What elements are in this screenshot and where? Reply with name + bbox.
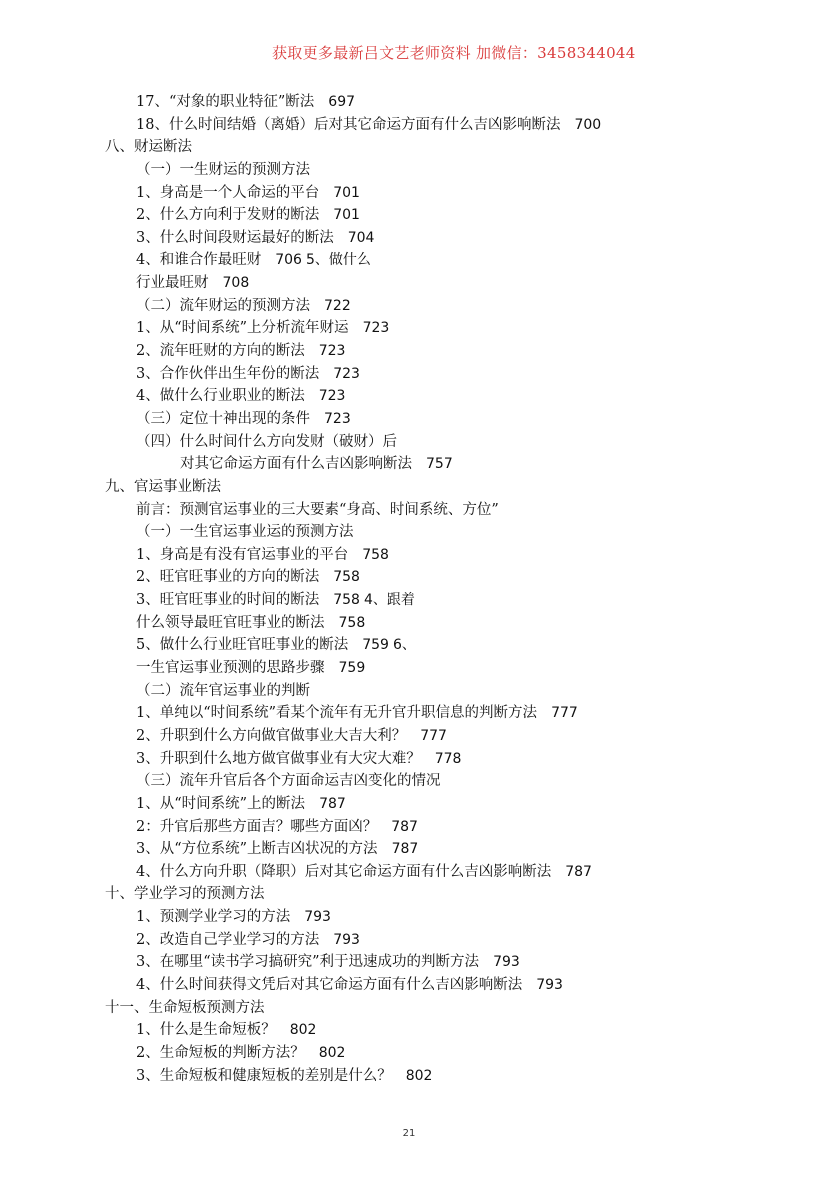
toc-entry-page: 701	[333, 207, 360, 224]
toc-entry-title: 3、从“方位系统”上断吉凶状况的方法	[136, 841, 378, 858]
toc-entry-continuation: 5、做什么	[305, 252, 371, 269]
toc-entry	[0, 453, 818, 476]
toc-entry-page: 723	[333, 365, 360, 382]
toc-entry	[0, 612, 818, 635]
toc-entry	[0, 91, 818, 114]
toc-entry-title: 十一、生命短板预测方法	[105, 999, 265, 1016]
toc-entry-page: 697	[328, 94, 356, 110]
toc-entry	[0, 906, 818, 929]
toc-entry-page: 722	[324, 297, 351, 314]
toc-entry-page: 793	[333, 931, 360, 948]
toc-entry	[0, 431, 818, 454]
toc-entry-page: 757	[426, 456, 453, 473]
toc-entry-title: 2：升官后那些方面吉？哪些方面凶？	[136, 818, 378, 835]
toc-entry-title: 一生官运事业预测的思路步骤	[136, 660, 325, 677]
toc-entry-title: 18、什么时间结婚（离婚）后对其它命运方面有什么吉凶影响断法	[136, 116, 561, 133]
toc-entry-page: 793	[536, 976, 563, 993]
toc-entry-title: 2、旺官旺事业的方向的断法	[136, 569, 320, 586]
toc-entry-page: 706	[275, 252, 302, 269]
toc-entry-title: 2、改造自己学业学习的方法	[136, 931, 320, 948]
toc-entry-title: （二）流年财运的预测方法	[136, 297, 310, 314]
toc-entry-page: 758	[338, 614, 366, 631]
toc-entry-title: 3、什么时间段财运最好的断法	[136, 229, 334, 246]
toc-entry-page: 802	[405, 1067, 433, 1084]
toc-entry-title: 2、流年旺财的方向的断法	[136, 343, 305, 360]
toc-entry	[0, 159, 818, 182]
toc-entry	[0, 589, 818, 612]
toc-entry-title: 4、做什么行业职业的断法	[136, 388, 305, 405]
toc-entry	[0, 951, 818, 974]
toc-entry	[0, 702, 818, 725]
toc-entry-page: 700	[574, 116, 602, 133]
toc-entry-title: 1、单纯以“时间系统”看某个流年有无升官升职信息的判断方法	[136, 705, 538, 722]
toc-entry-page: 723	[318, 388, 346, 405]
toc-entry-title: （一）一生财运的预测方法	[136, 161, 310, 178]
toc-entry-title: 1、从“时间系统”上的断法	[136, 795, 306, 812]
toc-entry-page: 723	[324, 410, 351, 427]
toc-entry-page: 787	[319, 795, 346, 812]
toc-entry-title: （三）流年升官后各个方面命运吉凶变化的情况	[136, 773, 441, 790]
header-contact-notice: 获取更多最新吕文艺老师资料 加微信：3458344044	[272, 44, 636, 62]
toc-entry-title: 3、合作伙伴出生年份的断法	[136, 365, 320, 382]
toc-entry	[0, 204, 818, 227]
toc-entry	[0, 1042, 818, 1065]
toc-entry	[0, 634, 818, 657]
toc-entry-title: 什么领导最旺官旺事业的断法	[136, 614, 325, 631]
toc-entry-title: 1、从“时间系统”上分析流年财运	[136, 320, 349, 337]
toc-entry-title: 2、什么方向利于发财的断法	[136, 207, 320, 224]
toc-entry-page: 787	[391, 818, 418, 835]
toc-entry-title: 1、预测学业学习的方法	[136, 909, 291, 926]
toc-entry	[0, 317, 818, 340]
toc-entry-title: 1、身高是有没有官运事业的平台	[136, 546, 349, 563]
toc-entry	[0, 929, 818, 952]
toc-entry-page: 759	[338, 660, 366, 677]
toc-entry	[0, 974, 818, 997]
toc-entry	[0, 499, 818, 522]
toc-entry-page: 758	[362, 546, 389, 563]
toc-entry	[0, 295, 818, 318]
toc-entry-title: 九、官运事业断法	[105, 478, 221, 495]
toc-entry-title: 5、做什么行业旺官旺事业的断法	[136, 637, 349, 654]
toc-entry-title: （二）流年官运事业的判断	[136, 682, 310, 699]
toc-entry	[0, 861, 818, 884]
toc-section-heading	[0, 997, 818, 1020]
toc-entry-title: 对其它命运方面有什么吉凶影响断法	[180, 456, 412, 473]
toc-entry	[0, 521, 818, 544]
toc-section-heading	[0, 883, 818, 906]
toc-entry-page: 793	[304, 909, 331, 926]
toc-entry-page: 758	[333, 569, 360, 586]
toc-entry-page: 723	[318, 343, 346, 360]
toc-entry-title: 十、学业学习的预测方法	[105, 886, 265, 903]
toc-entry	[0, 272, 818, 295]
toc-entry	[0, 340, 818, 363]
toc-entry-title: （三）定位十神出现的条件	[136, 410, 310, 427]
toc-entry	[0, 1019, 818, 1042]
toc-entry-page: 723	[362, 320, 390, 337]
toc-entry	[0, 227, 818, 250]
table-of-contents	[0, 91, 818, 1087]
toc-entry	[0, 249, 818, 272]
toc-entry	[0, 566, 818, 589]
toc-entry-page: 793	[493, 954, 520, 971]
toc-entry-page: 777	[551, 705, 578, 722]
toc-entry-title: 前言：预测官运事业的三大要素“身高、时间系统、方位”	[136, 501, 499, 518]
toc-entry	[0, 680, 818, 703]
toc-entry-title: 1、什么是生命短板？	[136, 1022, 276, 1039]
toc-entry-page: 759	[362, 637, 389, 654]
toc-entry-page: 758	[333, 592, 360, 609]
toc-entry	[0, 114, 818, 137]
toc-entry	[0, 657, 818, 680]
toc-entry-title: 2、升职到什么方向做官做事业大吉大利？	[136, 727, 407, 744]
toc-section-heading	[0, 136, 818, 159]
toc-entry-page: 802	[318, 1044, 346, 1061]
toc-entry-title: 3、旺官旺事业的时间的断法	[136, 592, 320, 609]
toc-entry-title: 3、生命短板和健康短板的差别是什么？	[136, 1067, 392, 1084]
toc-entry-page: 787	[391, 841, 419, 858]
page-number: 21	[402, 1128, 416, 1139]
toc-entry-title: 3、升职到什么地方做官做事业有大灾大难？	[136, 750, 421, 767]
toc-entry-page: 777	[420, 727, 447, 744]
toc-entry	[0, 1065, 818, 1088]
toc-entry-continuation: 4、跟着	[363, 592, 415, 609]
toc-entry-page: 701	[333, 184, 360, 201]
toc-entry-page: 802	[289, 1022, 317, 1039]
toc-entry-title: 4、什么时间获得文凭后对其它命运方面有什么吉凶影响断法	[136, 976, 523, 993]
toc-entry	[0, 838, 818, 861]
toc-entry-title: （一）一生官运事业运的预测方法	[136, 524, 354, 541]
toc-entry	[0, 385, 818, 408]
toc-section-heading	[0, 476, 818, 499]
toc-entry-page: 787	[565, 863, 592, 880]
toc-entry	[0, 408, 818, 431]
toc-entry-title: 八、财运断法	[105, 139, 192, 156]
toc-entry	[0, 816, 818, 839]
toc-entry-title: （四）什么时间什么方向发财（破财）后	[136, 433, 397, 450]
toc-entry	[0, 544, 818, 567]
toc-entry	[0, 748, 818, 771]
toc-entry-page: 708	[222, 275, 250, 292]
toc-entry-title: 行业最旺财	[136, 275, 209, 292]
toc-entry	[0, 363, 818, 386]
toc-entry-title: 4、什么方向升职（降职）后对其它命运方面有什么吉凶影响断法	[136, 863, 552, 880]
toc-entry-page: 704	[347, 229, 375, 246]
toc-entry-title: 1、身高是一个人命运的平台	[136, 184, 320, 201]
toc-entry	[0, 770, 818, 793]
toc-entry-title: 17、“对象的职业特征”断法	[136, 94, 315, 110]
toc-entry	[0, 182, 818, 205]
toc-entry-page: 778	[434, 750, 462, 767]
toc-entry-title: 2、生命短板的判断方法？	[136, 1044, 305, 1061]
toc-entry-title: 4、和谁合作最旺财	[136, 252, 262, 269]
toc-entry-title: 3、在哪里“读书学习搞研究”利于迅速成功的判断方法	[136, 954, 480, 971]
toc-entry	[0, 793, 818, 816]
toc-entry	[0, 725, 818, 748]
toc-entry-continuation: 6、	[392, 637, 416, 654]
